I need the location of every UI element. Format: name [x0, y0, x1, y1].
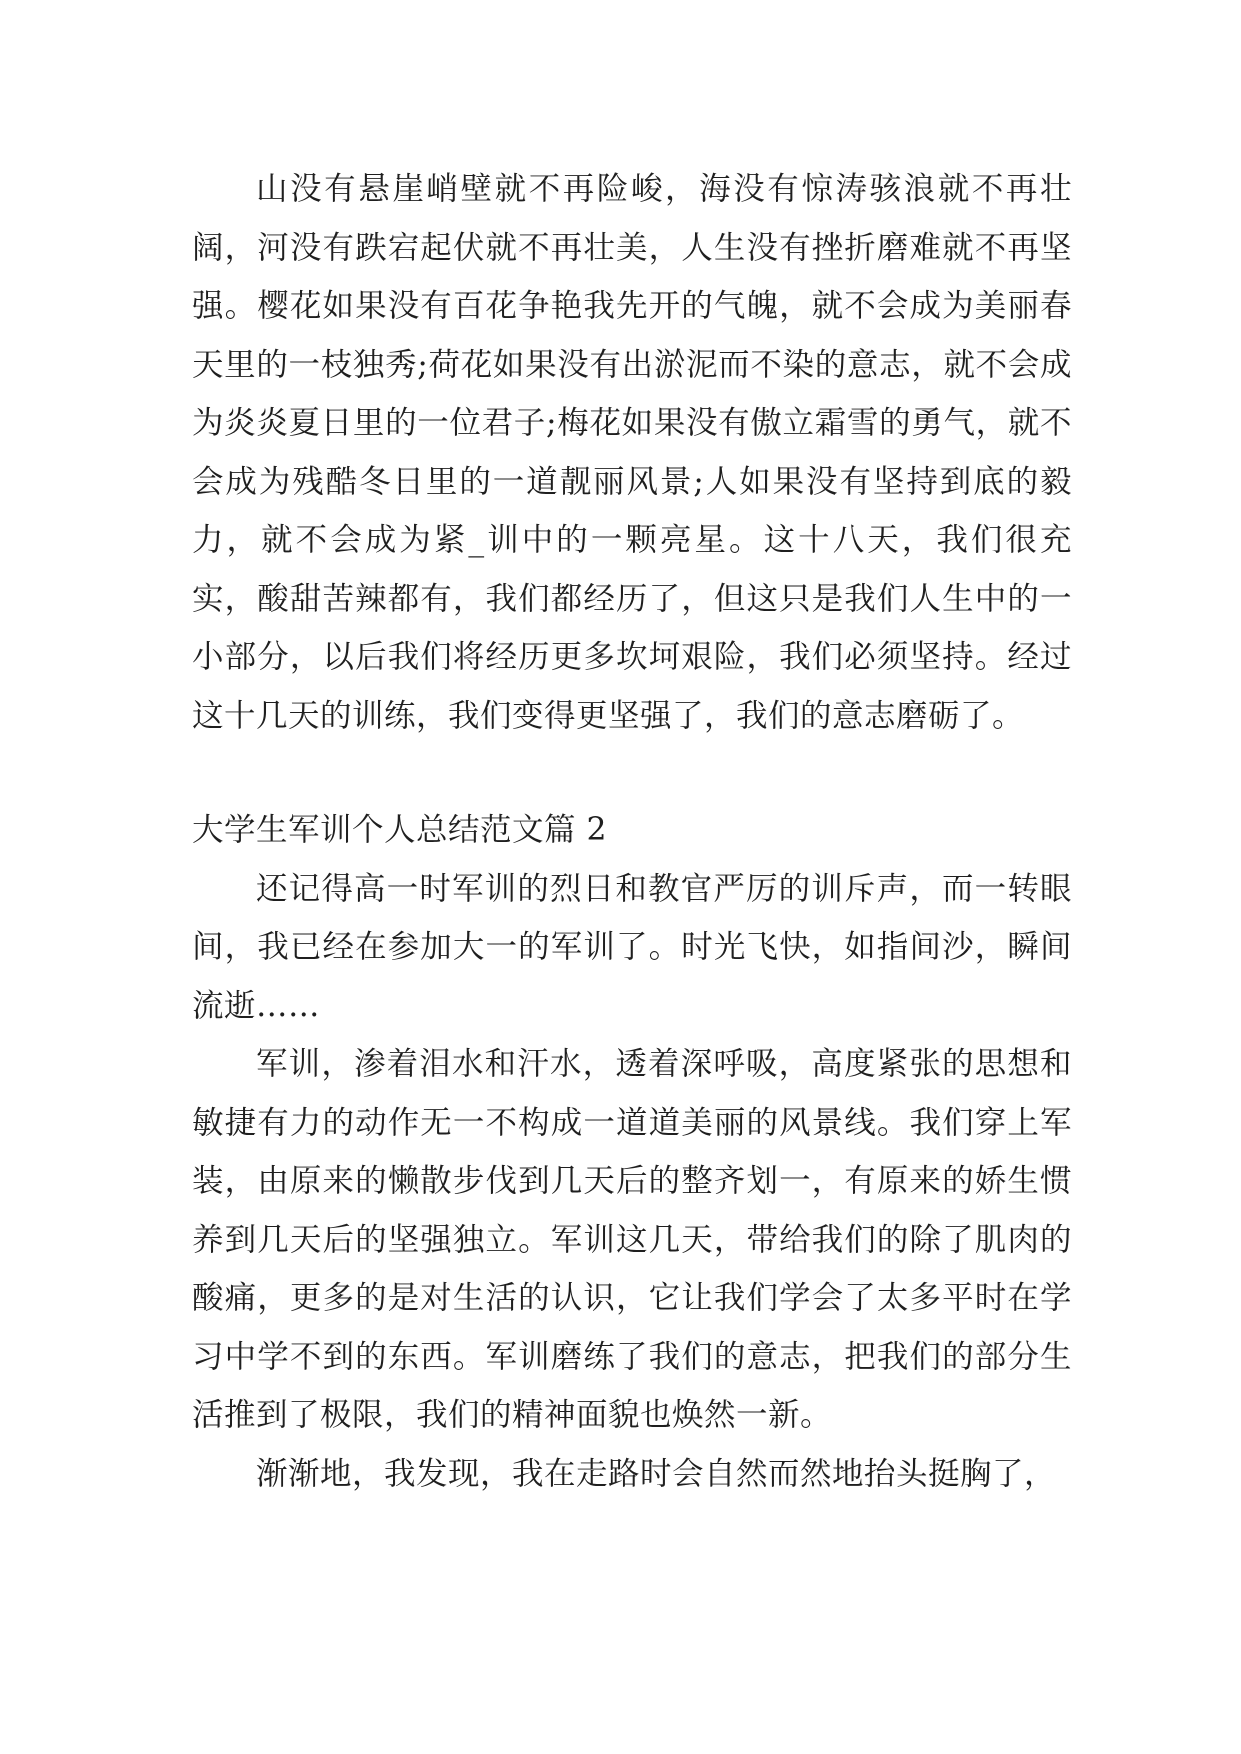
paragraph-posture: 渐渐地，我发现，我在走路时会自然而然地抬头挺胸了，: [256, 1455, 1057, 1492]
paragraph-military-training: 军训，渗着泪水和汗水，透着深呼吸，高度紧张的思想和敏捷有力的动作无一不构成一道道美丽的风景线。我们穿上军装，由原来的懒散步伐到几天后的整齐划一，有原来的娇生惯养到几天后的坚强独立。军训这几天，带给我们的除了肌肉的酸痛，更多的是对生活的认识，它让我们学会了太多平时在学习中学不到的东西。军训磨练了我们的意志，把我们的部分生活推到了极限，我们的精神面貌也焕然一新。: [192, 1046, 1072, 1433]
paragraph-recollection: 还记得高一时军训的烈日和教官严厉的训斥声，而一转眼间，我已经在参加大一的军训了。时光飞快，如指间沙，瞬间流逝……: [192, 870, 1072, 1024]
document-body: [192, 160, 1072, 1503]
section-title: 大学生军训个人总结范文篇 2: [192, 812, 608, 848]
paragraph-perseverance: 山没有悬崖峭壁就不再险峻，海没有惊涛骇浪就不再壮阔，河没有跌宕起伏就不再壮美，人生没有挫折磨难就不再坚强。樱花如果没有百花争艳我先开的气魄，就不会成为美丽春天里的一枝独秀;荷花如果没有出淤泥而不染的意志，就不会成为炎炎夏日里的一位君子;梅花如果没有傲立霜雪的勇气，就不会成为残酷冬日里的一道靓丽风景;人如果没有坚持到底的毅力，就不会成为紧_训中的一颗亮星。这十八天，我们很充实，酸甜苦辣都有，我们都经历了，但这只是我们人生中的一小部分，以后我们将经历更多坎坷艰险，我们必须坚持。经过这十几天的训练，我们变得更坚强了，我们的意志磨砺了。: [192, 171, 1072, 734]
